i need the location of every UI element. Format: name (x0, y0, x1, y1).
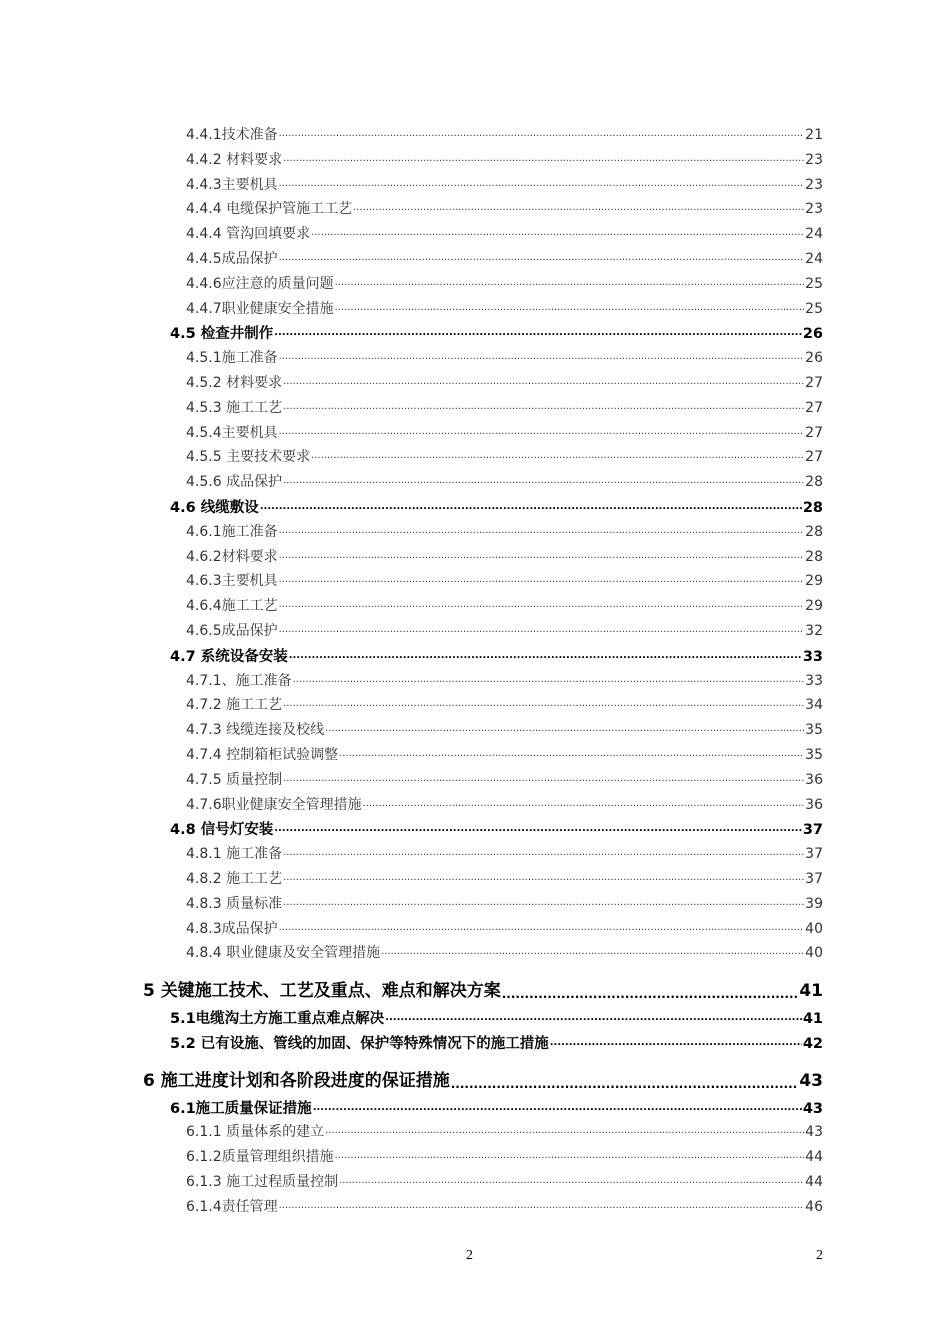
toc-entry-title: 4.8.1 施工准备 (186, 846, 283, 863)
toc-entry-page-number: 41 (799, 981, 823, 1002)
toc-entry-title: 4.4.1技术准备 (186, 127, 278, 143)
toc-entry[interactable] (0, 248, 823, 273)
toc-entry[interactable] (0, 397, 823, 422)
toc-entry-page-number: 44 (805, 1149, 823, 1166)
toc-entry[interactable] (0, 843, 823, 868)
toc-entry[interactable] (0, 521, 823, 546)
toc-entry[interactable] (0, 174, 823, 199)
toc-dot-leader (293, 671, 805, 685)
toc-entry-page-number: 21 (805, 127, 823, 143)
toc-entry-title: 6.1.4责任管理 (186, 1198, 278, 1215)
toc-entry-page-number: 41 (802, 1011, 823, 1028)
toc-dot-leader (279, 125, 805, 139)
toc-entry[interactable] (0, 496, 823, 521)
toc-entry[interactable] (0, 1171, 823, 1196)
toc-dot-leader (339, 1172, 804, 1186)
toc-entry-page-number: 46 (805, 1198, 823, 1215)
toc-dot-leader (283, 869, 804, 883)
toc-entry-page-number: 43 (799, 1070, 823, 1091)
toc-dot-leader (283, 150, 804, 164)
toc-entry-title: 4.5.2 材料要求 (186, 374, 283, 391)
toc-entry-title: 4.5.3 施工工艺 (186, 399, 283, 416)
toc-entry-page-number: 44 (805, 1174, 823, 1191)
toc-entry-page-number: 27 (805, 374, 823, 391)
toc-dot-leader (381, 943, 804, 957)
toc-entry-title: 4.6.4施工工艺 (186, 598, 278, 615)
toc-dot-leader (279, 348, 805, 362)
toc-dot-leader (335, 299, 805, 313)
toc-entry-title: 4.5.4主要机具 (186, 424, 278, 441)
toc-entry[interactable] (0, 942, 823, 967)
toc-entry[interactable] (0, 273, 823, 298)
toc-dot-leader (283, 844, 804, 858)
toc-dot-leader (325, 1122, 804, 1136)
toc-entry-page-number: 27 (805, 399, 823, 416)
toc-dot-leader (274, 324, 802, 339)
toc-entry-page-number: 27 (805, 449, 823, 466)
toc-entry-page-number: 23 (805, 201, 823, 218)
toc-dot-leader (283, 894, 804, 908)
toc-entry-title: 4.7.2 施工工艺 (186, 697, 283, 714)
toc-dot-leader (279, 547, 805, 561)
toc-entry-title: 6.1.1 质量体系的建立 (186, 1124, 325, 1141)
toc-dot-leader (283, 398, 804, 412)
toc-entry[interactable] (0, 471, 823, 496)
toc-entry-page-number: 37 (802, 822, 823, 839)
toc-dot-leader (335, 274, 805, 288)
toc-entry[interactable] (0, 694, 823, 719)
toc-entry-page-number: 33 (805, 672, 823, 689)
toc-entry[interactable] (0, 570, 823, 595)
toc-entry-title: 4.7.4 控制箱柜试验调整 (186, 746, 339, 763)
toc-dot-leader (279, 919, 805, 933)
toc-entry[interactable] (0, 198, 823, 223)
toc-entry-page-number: 43 (802, 1100, 823, 1117)
toc-entry-title: 4.7.1、施工准备 (186, 672, 292, 689)
toc-dot-leader (325, 720, 804, 734)
toc-entry-title: 4.4.7职业健康安全措施 (186, 300, 334, 317)
toc-entry-title: 4.6 线缆敷设 (170, 499, 259, 516)
toc-entry-page-number: 29 (805, 573, 823, 590)
toc-entry-title: 6 施工进度计划和各阶段进度的保证措施 (143, 1070, 450, 1091)
toc-entry[interactable] (0, 298, 823, 323)
toc-entry-page-number: 26 (805, 350, 823, 367)
toc-dot-leader (279, 423, 805, 437)
toc-entry-page-number: 34 (805, 697, 823, 714)
toc-dot-leader (289, 646, 802, 661)
toc-entry[interactable] (0, 1121, 823, 1146)
toc-entry[interactable] (0, 794, 823, 819)
toc-entry[interactable] (0, 620, 823, 645)
toc-dot-leader (311, 224, 804, 238)
toc-entry-page-number: 36 (805, 771, 823, 788)
toc-dot-leader (313, 1098, 802, 1113)
toc-entry[interactable] (0, 769, 823, 794)
toc-entry-page-number: 24 (805, 250, 823, 267)
toc-entry-page-number: 40 (805, 945, 823, 962)
toc-entry[interactable] (0, 1063, 823, 1097)
toc-entry-title: 4.7.5 质量控制 (186, 771, 283, 788)
toc-dot-leader (339, 745, 804, 759)
toc-entry-title: 4.6.3主要机具 (186, 573, 278, 590)
toc-dot-leader (260, 497, 802, 512)
toc-entry[interactable] (0, 223, 823, 248)
toc-entry-title: 4.5.1施工准备 (186, 350, 278, 367)
footer-page-number-center: 2 (466, 1248, 473, 1263)
toc-entry[interactable] (0, 1146, 823, 1171)
toc-dot-leader (451, 1074, 799, 1091)
toc-dot-leader (353, 199, 804, 213)
toc-entry[interactable] (0, 322, 823, 347)
toc-dot-leader (279, 175, 805, 189)
toc-entry-page-number: 40 (805, 920, 823, 937)
toc-entry[interactable] (0, 1196, 823, 1221)
toc-entry-title: 4.4.4 电缆保护管施工工艺 (186, 201, 353, 218)
toc-entry[interactable] (0, 719, 823, 744)
toc-entry-title: 4.7.6职业健康安全管理措施 (186, 796, 362, 813)
toc-entry-title: 4.5 检查井制作 (170, 326, 274, 343)
toc-dot-leader (279, 249, 805, 263)
toc-entry-title: 6.1.2质量管理组织措施 (186, 1149, 334, 1166)
toc-entry-title: 4.5.6 成品保护 (186, 474, 283, 491)
toc-dot-leader (274, 820, 802, 835)
toc-entry-page-number: 27 (805, 424, 823, 441)
toc-dot-leader (279, 571, 805, 585)
toc-entry[interactable] (0, 124, 823, 149)
toc-entry[interactable] (0, 347, 823, 372)
toc-entry-page-number: 33 (802, 648, 823, 665)
toc-entry[interactable] (0, 595, 823, 620)
toc-entry[interactable] (0, 893, 823, 918)
toc-entry-page-number: 32 (805, 622, 823, 639)
toc-entry[interactable] (0, 446, 823, 471)
toc-dot-leader (311, 447, 804, 461)
toc-entry-page-number: 35 (805, 722, 823, 739)
toc-entry[interactable] (0, 744, 823, 769)
toc-entry[interactable] (0, 868, 823, 893)
toc-entry[interactable] (0, 1032, 823, 1057)
toc-entry-page-number: 29 (805, 598, 823, 615)
toc-entry-title: 6.1.3 施工过程质量控制 (186, 1174, 339, 1191)
toc-entry[interactable] (0, 149, 823, 174)
toc-dot-leader (385, 1009, 802, 1024)
toc-entry-title: 4.4.2 材料要求 (186, 151, 283, 168)
toc-dot-leader (279, 1197, 805, 1211)
toc-entry[interactable] (0, 1007, 823, 1032)
toc-entry-title: 4.7.3 线缆连接及校线 (186, 722, 325, 739)
toc-entry[interactable] (0, 1097, 823, 1122)
toc-entry[interactable] (0, 670, 823, 695)
toc-entry-page-number: 35 (805, 746, 823, 763)
toc-entry-page-number: 43 (805, 1124, 823, 1141)
toc-entry-title: 4.8.3成品保护 (186, 920, 278, 937)
toc-entry-page-number: 26 (802, 326, 823, 343)
toc-entry[interactable] (0, 918, 823, 943)
toc-entry-page-number: 37 (805, 846, 823, 863)
toc-entry-title: 4.7 系统设备安装 (170, 648, 288, 665)
toc-entry-title: 4.4.4 管沟回填要求 (186, 226, 311, 243)
toc-dot-leader (335, 1147, 805, 1161)
table-of-contents (0, 124, 950, 1221)
toc-entry-page-number: 39 (805, 895, 823, 912)
toc-entry[interactable] (0, 818, 823, 843)
toc-dot-leader (283, 373, 804, 387)
toc-entry-title: 4.6.2材料要求 (186, 548, 278, 565)
toc-dot-leader (502, 984, 799, 1001)
toc-entry[interactable] (0, 546, 823, 571)
toc-dot-leader (279, 522, 805, 536)
toc-entry-page-number: 23 (805, 151, 823, 168)
toc-entry-page-number: 25 (805, 300, 823, 317)
toc-entry-title: 6.1施工质量保证措施 (170, 1100, 312, 1117)
toc-entry-title: 4.5.5 主要技术要求 (186, 449, 311, 466)
footer-page-number-right: 2 (816, 1248, 823, 1263)
toc-entry-title: 5.1电缆沟土方施工重点难点解决 (170, 1011, 385, 1028)
toc-entry-page-number: 37 (805, 870, 823, 887)
toc-entry-page-number: 23 (805, 176, 823, 193)
toc-entry-title: 4.4.3主要机具 (186, 176, 278, 193)
toc-entry-page-number: 28 (802, 499, 823, 516)
toc-entry-title: 5.2 已有设施、管线的加固、保护等特殊情况下的施工措施 (170, 1035, 549, 1052)
toc-entry-title: 4.4.5成品保护 (186, 250, 278, 267)
toc-dot-leader (550, 1033, 802, 1048)
toc-entry[interactable] (0, 372, 823, 397)
toc-dot-leader (283, 695, 804, 709)
toc-entry[interactable] (0, 645, 823, 670)
toc-entry-title: 4.8.2 施工工艺 (186, 870, 283, 887)
toc-entry-page-number: 24 (805, 226, 823, 243)
toc-entry-page-number: 36 (805, 796, 823, 813)
toc-entry-page-number: 28 (805, 548, 823, 565)
toc-entry-title: 4.8.3 质量标准 (186, 895, 283, 912)
toc-entry-title: 4.8.4 职业健康及安全管理措施 (186, 945, 381, 962)
toc-dot-leader (279, 621, 805, 635)
toc-dot-leader (283, 472, 804, 486)
toc-entry-page-number: 42 (802, 1035, 823, 1052)
toc-entry-page-number: 25 (805, 275, 823, 292)
toc-entry[interactable] (0, 422, 823, 447)
toc-entry-page-number: 28 (805, 523, 823, 540)
toc-entry-title: 4.6.1施工准备 (186, 523, 278, 540)
toc-entry-title: 4.6.5成品保护 (186, 622, 278, 639)
toc-entry-page-number: 28 (805, 474, 823, 491)
toc-entry-title: 4.4.6应注意的质量问题 (186, 275, 334, 292)
toc-entry-title: 4.8 信号灯安装 (170, 822, 274, 839)
toc-dot-leader (279, 596, 805, 610)
toc-entry-title: 5 关键施工技术、工艺及重点、难点和解决方案 (143, 981, 501, 1002)
toc-entry[interactable] (0, 973, 823, 1007)
toc-dot-leader (363, 795, 805, 809)
toc-dot-leader (283, 770, 804, 784)
